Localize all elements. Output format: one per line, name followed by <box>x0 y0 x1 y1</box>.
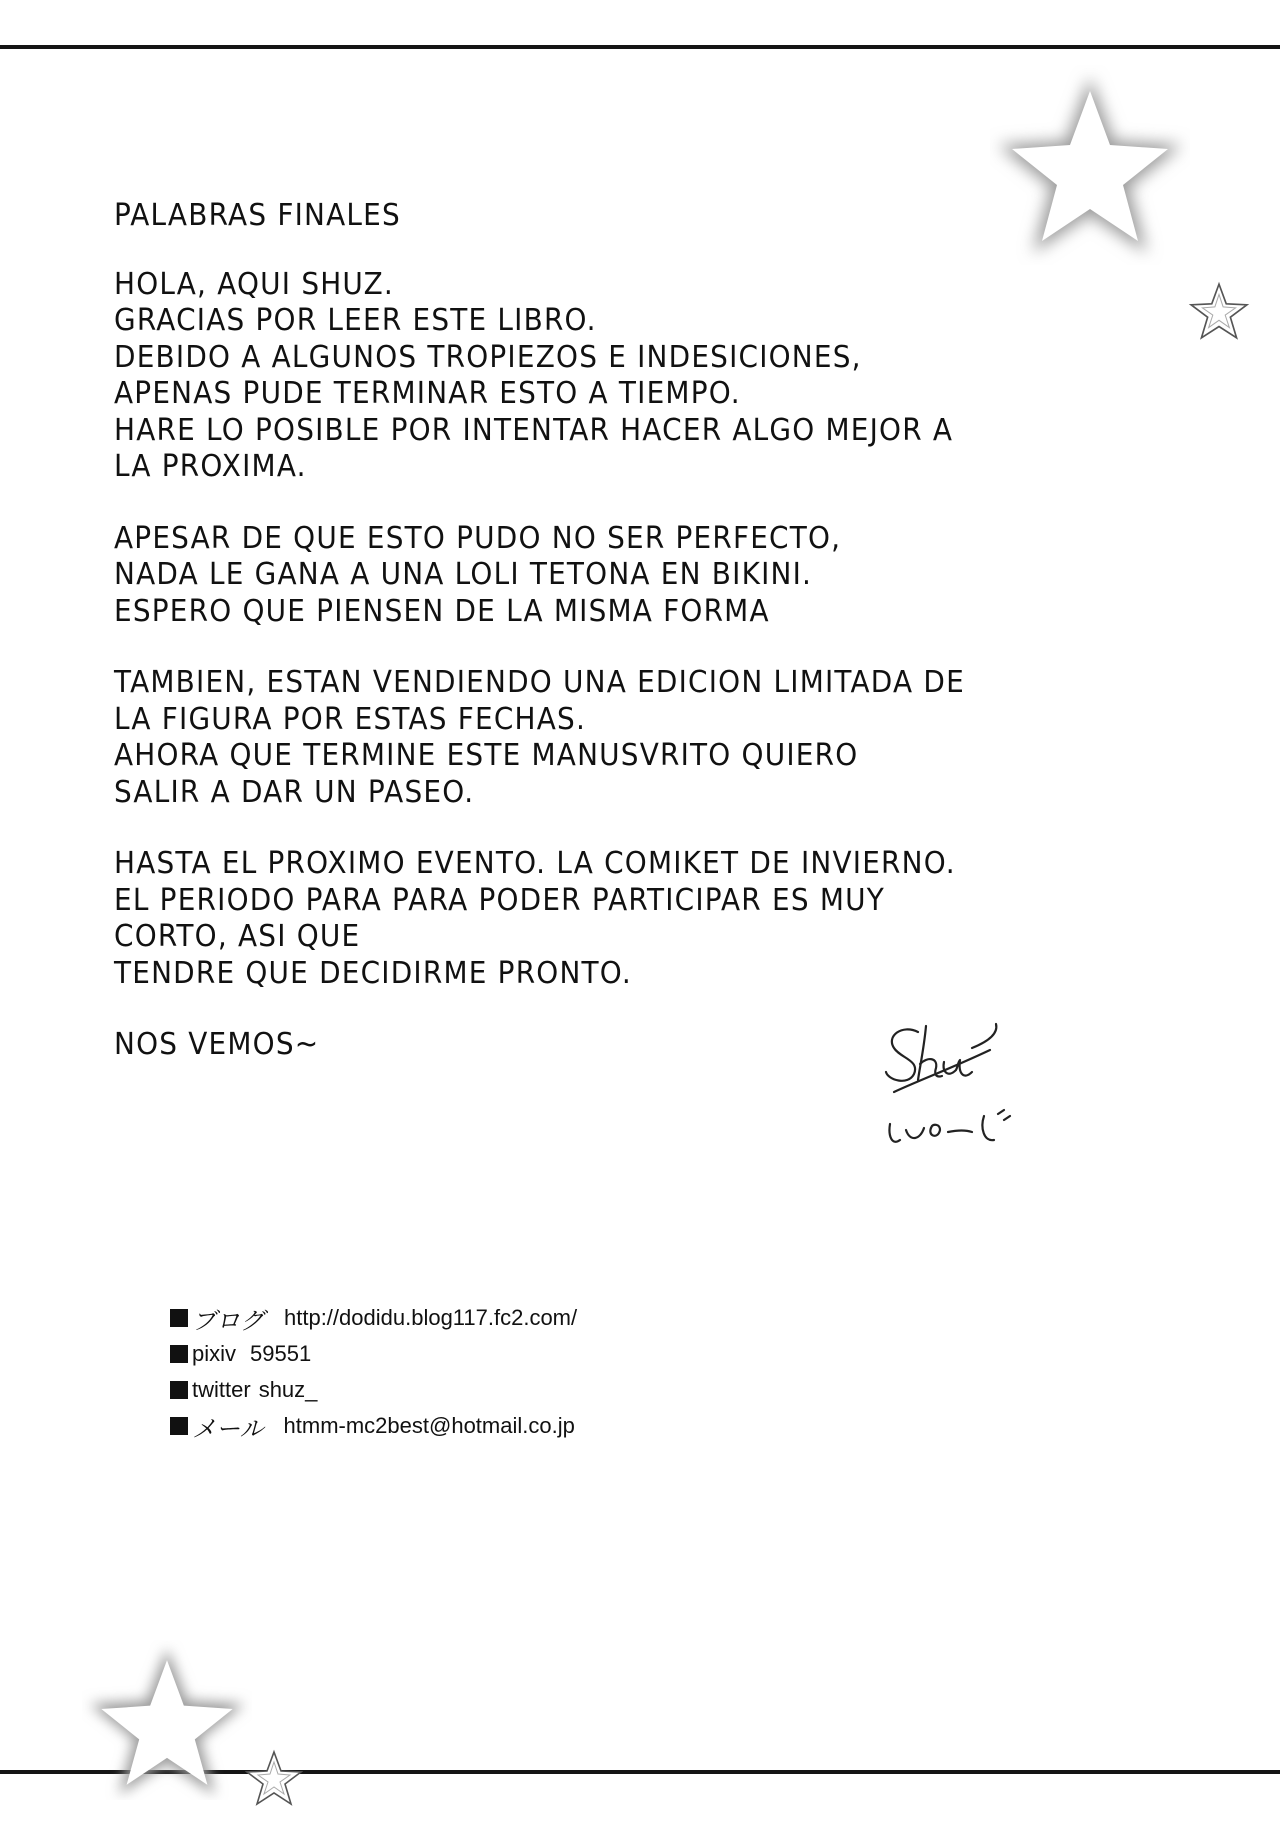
letter-line: NADA LE GANA A UNA LOLI TETONA EN BIKINI. <box>114 557 813 592</box>
contact-blog <box>170 1300 870 1336</box>
contact-label-mail: メール <box>192 1414 264 1443</box>
letter-line: HOLA, AQUI SHUZ. <box>114 266 394 302</box>
paragraph-gap <box>114 486 1034 521</box>
letter-sign-off: NOS VEMOS~ <box>114 1027 320 1062</box>
contact-pixiv <box>170 1336 870 1372</box>
letter-line: HASTA EL PROXIMO EVENTO. LA COMIKET DE INVIERNO. <box>114 846 956 881</box>
square-bullet-icon <box>170 1381 188 1399</box>
contact-label-twitter: twitter <box>192 1377 251 1402</box>
small-star-icon <box>244 1748 304 1808</box>
letter-line: DEBIDO A ALGUNOS TROPIEZOS E INDESICIONES, <box>114 339 862 375</box>
letter-line: TENDRE QUE DECIDIRME PRONTO. <box>114 955 632 991</box>
square-bullet-icon <box>170 1309 188 1327</box>
letter-title: PALABRAS FINALES <box>114 198 401 233</box>
pixiv-id: 59551 <box>250 1341 312 1366</box>
letter-paragraph-3 <box>114 665 1034 811</box>
letter-line: AHORA QUE TERMINE ESTE MANUSVRITO QUIERO <box>114 738 859 773</box>
twitter-handle: shuz_ <box>258 1377 318 1402</box>
top-border-rule <box>0 45 1280 49</box>
contact-label-blog: ブログ <box>192 1306 264 1335</box>
letter-line: LA FIGURA POR ESTAS FECHAS. <box>114 701 587 737</box>
small-star-icon <box>1188 280 1250 342</box>
contact-list <box>170 1300 870 1444</box>
letter-paragraph-2 <box>114 521 1034 631</box>
letter-line: GRACIAS POR LEER ESTE LIBRO. <box>114 303 597 338</box>
letter-line: EL PERIODO PARA PARA PODER PARTICIPAR ES MUY <box>114 882 885 918</box>
afterword-letter <box>114 198 1034 1064</box>
letter-line: SALIR A DAR UN PASEO. <box>114 774 475 810</box>
contact-twitter <box>170 1372 870 1408</box>
large-star-icon <box>82 1640 252 1800</box>
letter-line: APENAS PUDE TERMINAR ESTO A TIEMPO. <box>114 376 741 411</box>
letter-line: TAMBIEN, ESTAN VENDIENDO UNA EDICION LIMITADA DE <box>114 665 965 700</box>
paragraph-gap <box>114 630 1034 665</box>
letter-line: ESPERO QUE PIENSEN DE LA MISMA FORMA <box>114 593 770 629</box>
letter-line: LA PROXIMA. <box>114 449 307 484</box>
square-bullet-icon <box>170 1345 188 1363</box>
letter-line: CORTO, ASI QUE <box>114 919 361 954</box>
handwritten-signature <box>880 1018 1030 1158</box>
letter-line: HARE LO POSIBLE POR INTENTAR HACER ALGO MEJOR A <box>114 412 954 448</box>
letter-line: APESAR DE QUE ESTO PUDO NO SER PERFECTO, <box>114 520 842 556</box>
email-address: htmm-mc2best@hotmail.co.jp <box>283 1413 575 1438</box>
letter-paragraph-4 <box>114 846 1034 992</box>
letter-paragraph-1 <box>114 267 1034 486</box>
paragraph-gap <box>114 811 1034 846</box>
blog-url: http://dodidu.blog117.fc2.com/ <box>284 1305 578 1330</box>
contact-label-pixiv: pixiv <box>192 1341 237 1366</box>
contact-mail <box>170 1408 870 1444</box>
square-bullet-icon <box>170 1417 188 1435</box>
